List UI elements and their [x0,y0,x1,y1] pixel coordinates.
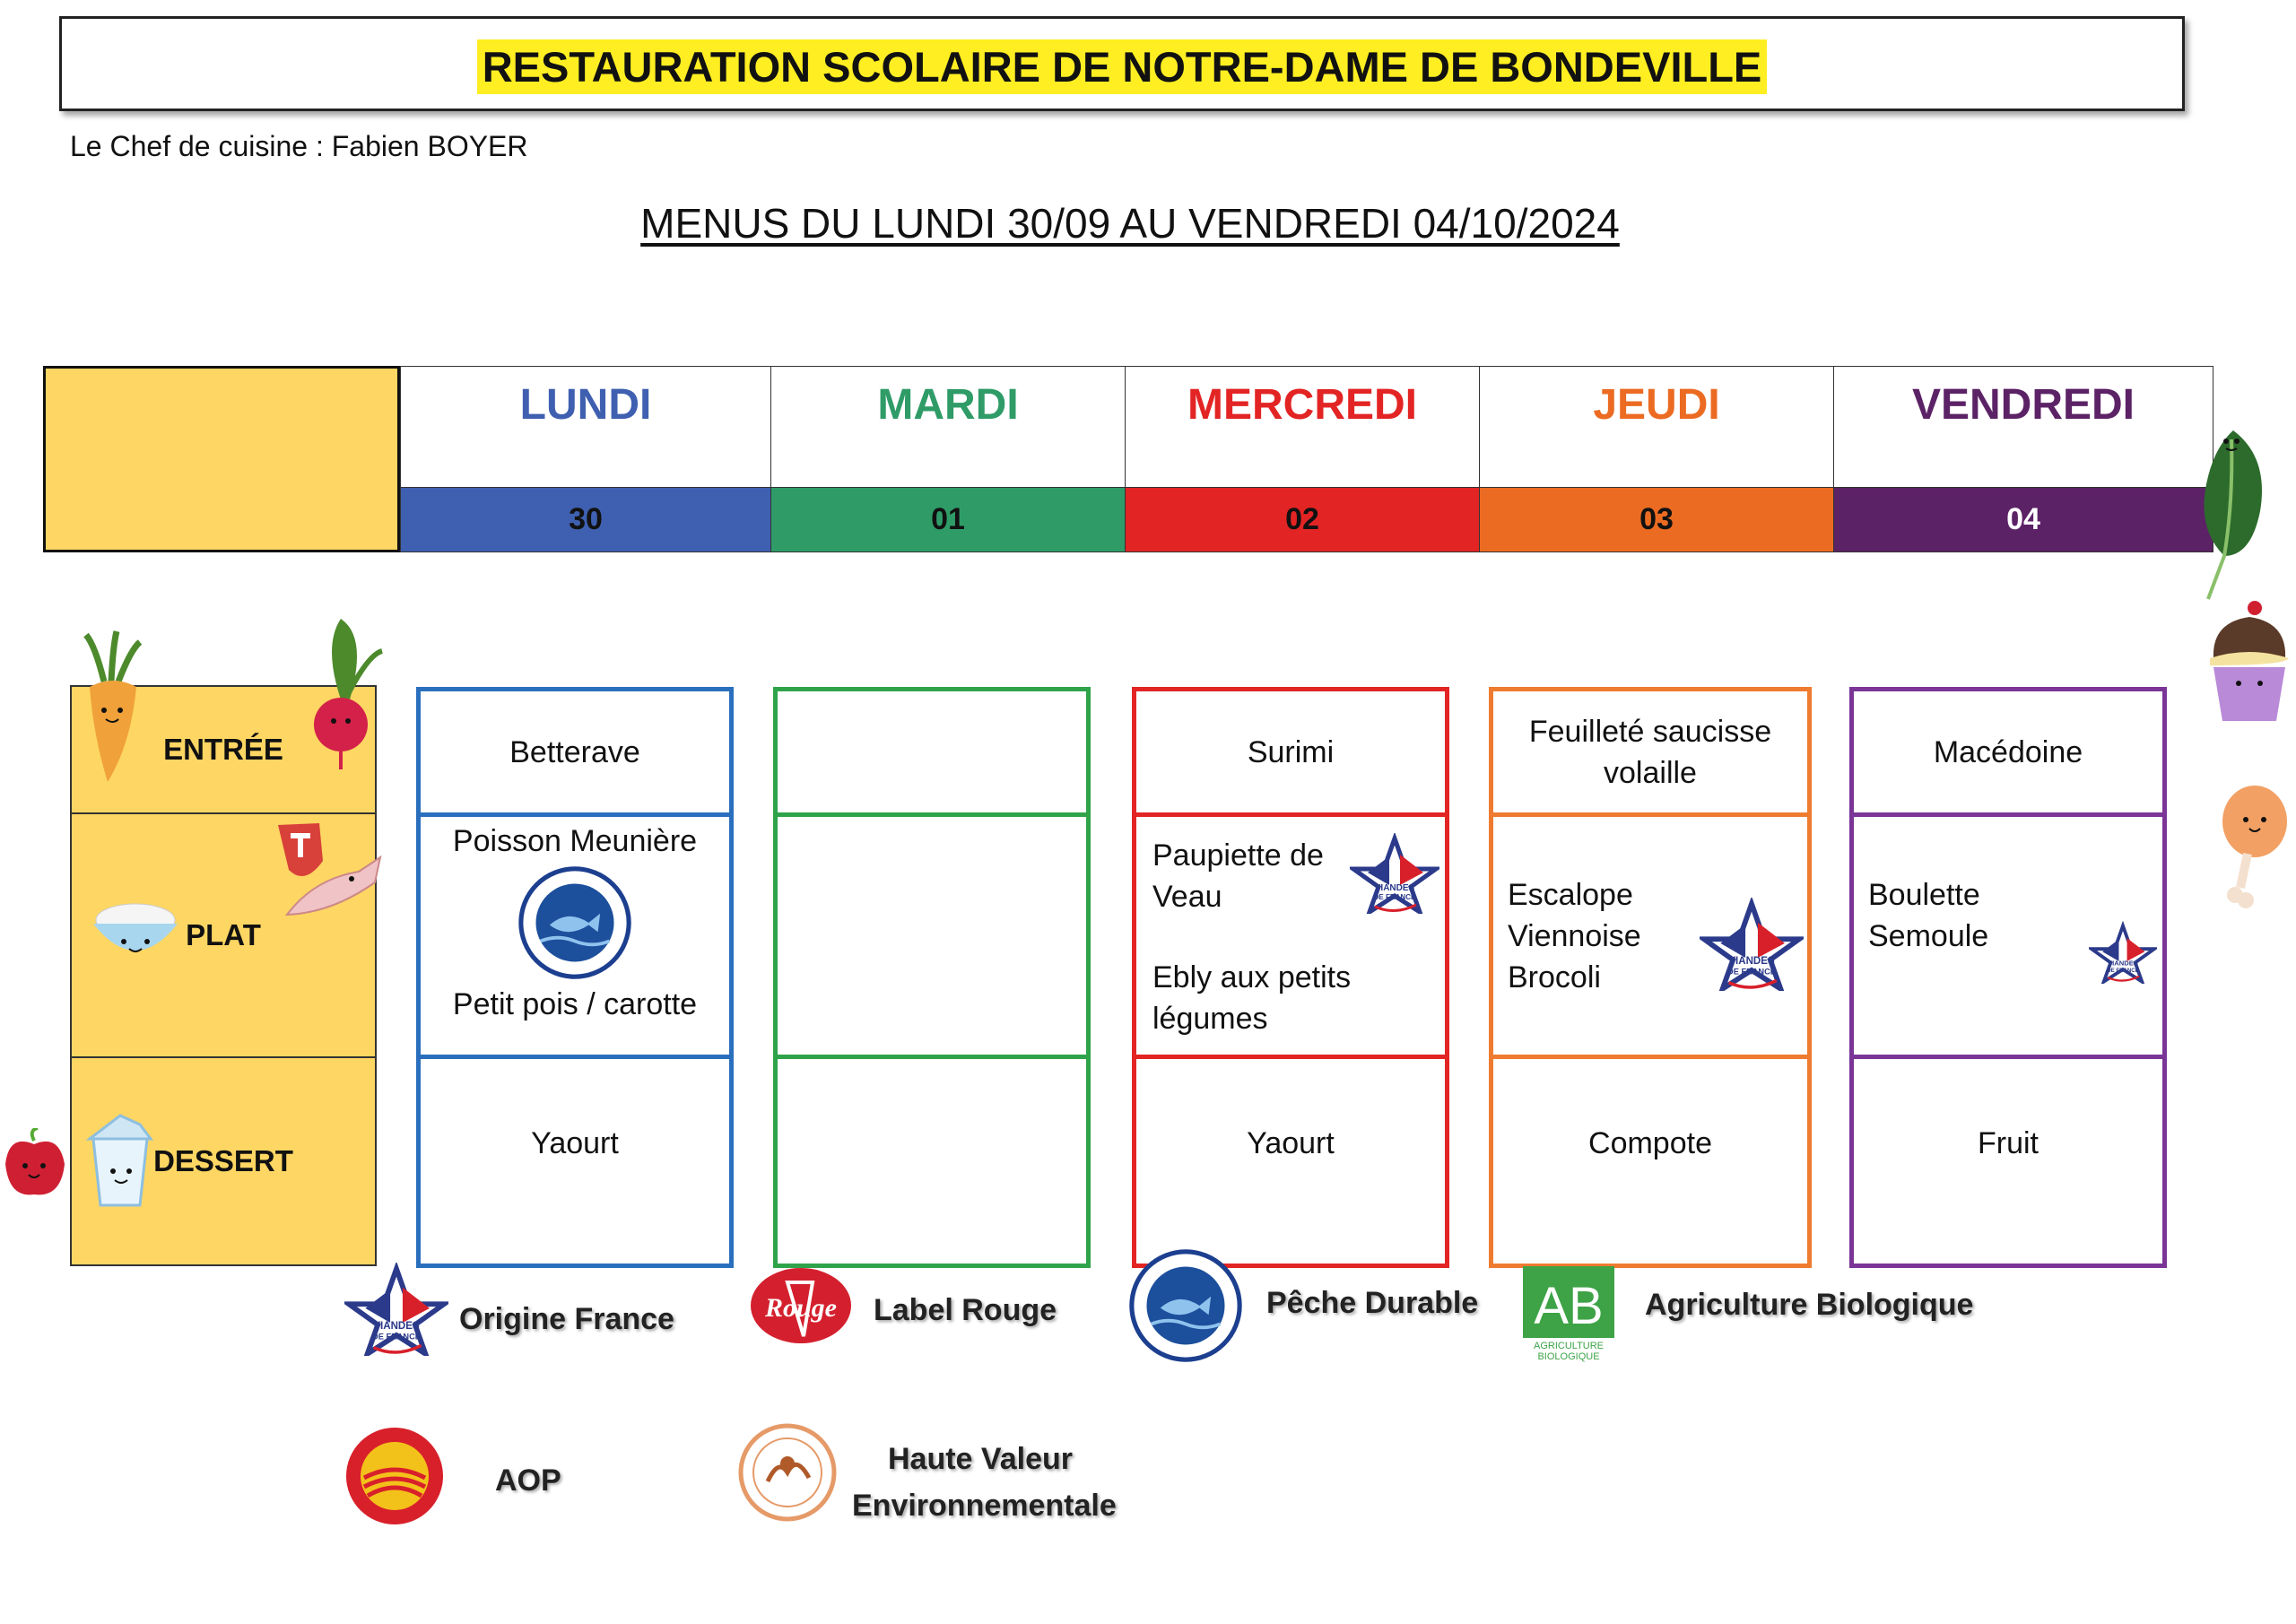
dessert-vendredi [1854,1059,2162,1264]
plat-jeudi-line1: Escalope [1508,878,1633,912]
entree-vendredi-text: Macédoine [1933,734,2083,769]
label-rouge-icon [748,1264,854,1347]
dessert-lundi [421,1059,729,1264]
entree-jeudi-line2: volaille [1604,755,1697,790]
plat-lundi-side: Petit pois / carotte [452,987,698,1021]
plat-mercredi-line1: Paupiette de [1152,838,1324,873]
legend-aop: AOP [495,1463,561,1498]
menu-jeudi [1489,687,1812,1268]
rice-bowl-icon [86,888,185,968]
spinach-icon [2188,421,2269,601]
menu-lundi [416,687,734,1268]
cupcake-icon [2205,595,2294,730]
plat-mercredi [1136,817,1445,1059]
week-title [0,199,2260,248]
title-banner [59,16,2185,111]
day-jeudi: JEUDI [1479,366,1834,489]
plat-mercredi-line2: Veau [1152,880,1222,914]
date-mercredi: 02 [1125,487,1480,552]
apple-icon [2,1128,68,1200]
plat-vendredi-line2: Semoule [1868,919,1989,953]
date-jeudi: 03 [1479,487,1834,552]
legend-hve-line1: Haute Valeur [888,1442,1073,1476]
legend-origine: Origine France [459,1302,674,1336]
plat-mercredi-line3: Ebly aux petits [1152,960,1352,994]
date-vendredi: 04 [1833,487,2213,552]
carrot-icon [77,628,149,789]
ab-bio-icon [1521,1264,1616,1363]
aop-icon [344,1426,445,1526]
plat-vendredi [1854,817,2162,1059]
beet-icon [305,610,386,771]
entree-jeudi [1493,691,1807,817]
day-vendredi: VENDREDI [1833,366,2213,489]
entree-lundi-text: Betterave [509,734,640,769]
svg-text:AB: AB [1534,1277,1604,1335]
dessert-mercredi-text: Yaourt [1247,1126,1335,1160]
menu-vendredi [1849,687,2167,1268]
dessert-jeudi-text: Compote [1588,1126,1712,1160]
plat-lundi-main: Poisson Meunière [452,824,698,858]
date-mardi: 01 [770,487,1126,552]
meat-fish-icon [269,816,386,933]
hve-icon [737,1422,838,1523]
peche-durable-icon [517,865,632,980]
entree-mardi [778,691,1086,817]
plat-mercredi-line4: légumes [1152,1002,1268,1036]
dessert-mardi [778,1059,1086,1264]
viandes-france-icon [2089,921,2157,984]
dessert-vendredi-text: Fruit [1978,1126,2039,1160]
entree-mercredi-text: Surimi [1247,734,1335,769]
row-label-entree-text: ENTRÉE [163,733,283,766]
yogurt-icon [84,1112,156,1211]
svg-text:AGRICULTURE: AGRICULTURE [1533,1341,1605,1351]
dessert-lundi-text: Yaourt [531,1126,619,1160]
plat-jeudi-line3: Brocoli [1508,960,1601,994]
entree-jeudi-line1: Feuilleté saucisse [1528,714,1772,749]
day-mardi: MARDI [770,366,1126,489]
svg-text:Rouge: Rouge [764,1293,838,1323]
day-lundi: LUNDI [400,366,771,489]
menu-mercredi [1132,687,1449,1268]
dessert-mercredi [1136,1059,1445,1264]
plat-vendredi-line1: Boulette [1868,878,1980,912]
legend-bio: Agriculture Biologique [1645,1288,1974,1322]
page-title: RESTAURATION SCOLAIRE DE NOTRE-DAME DE BONDEVILLE [477,39,1768,94]
svg-text:BIOLOGIQUE: BIOLOGIQUE [1537,1351,1600,1362]
plat-jeudi-line2: Viennoise [1508,919,1641,953]
plat-lundi [421,817,729,1059]
viandes-france-icon [1350,833,1439,914]
week-title-text: MENUS DU LUNDI 30/09 AU VENDREDI 04/10/2024 [640,200,1620,247]
peche-durable-icon [1128,1248,1243,1363]
day-mercredi: MERCREDI [1125,366,1480,489]
plat-jeudi [1493,817,1807,1059]
viandes-france-icon [344,1263,448,1356]
chef-credit: Le Chef de cuisine : Fabien BOYER [70,130,528,162]
legend-hve-line2: Environnementale [852,1489,1117,1523]
entree-vendredi [1854,691,2162,817]
chicken-leg-icon [2213,777,2294,911]
date-lundi: 30 [400,487,771,552]
legend-label-rouge: Label Rouge [874,1293,1057,1327]
row-label-dessert-text: DESSERT [153,1144,293,1177]
viandes-france-icon [1700,898,1804,991]
plat-mardi [778,817,1086,1059]
row-label-plat-text: PLAT [186,918,261,951]
dessert-jeudi [1493,1059,1807,1264]
entree-lundi [421,691,729,817]
legend-peche: Pêche Durable [1266,1286,1479,1320]
header-corner [43,366,400,552]
menu-mardi [773,687,1091,1268]
entree-mercredi [1136,691,1445,817]
